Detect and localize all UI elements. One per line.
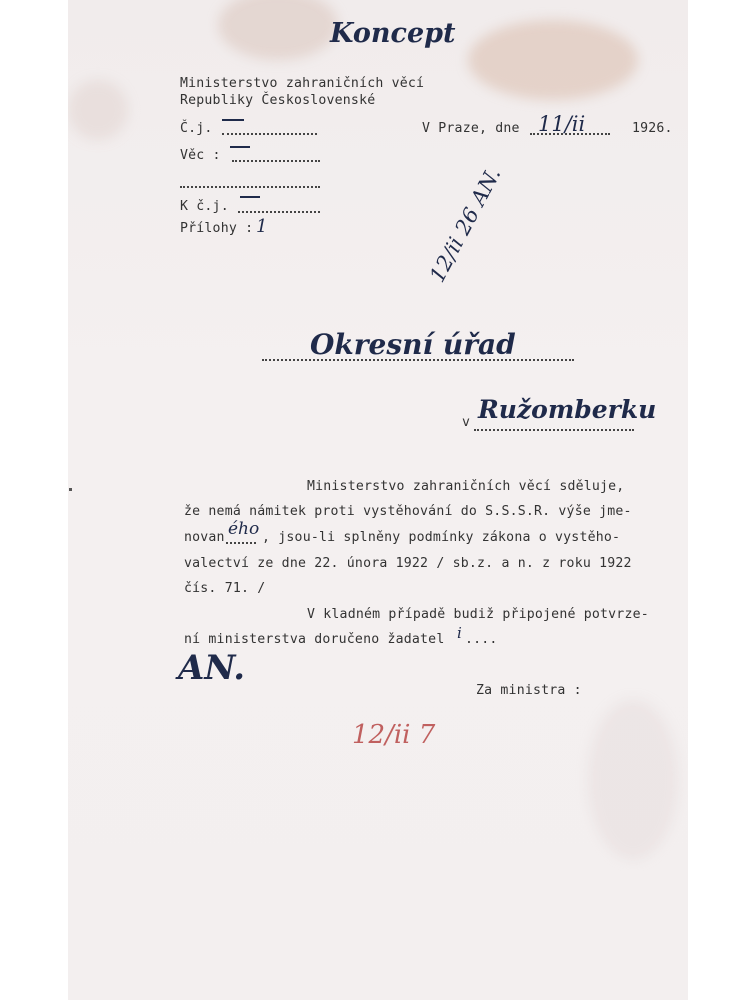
stain xyxy=(468,20,638,100)
prilohy-label: Přílohy : xyxy=(180,221,254,236)
handwritten-date-note: 12/ii 26 AN. xyxy=(425,163,506,287)
closing-za-ministra: Za ministra : xyxy=(476,683,582,698)
kcj-dash xyxy=(240,196,260,198)
addressee-town-dots xyxy=(474,429,634,431)
vec-dots xyxy=(232,160,320,162)
body-p1-line4: valectví ze dne 22. února 1922 / sb.z. a n. z roku 1922 xyxy=(184,556,632,571)
ministry-line-2: Republiky Československé xyxy=(180,93,376,108)
document-page xyxy=(68,0,688,1000)
body-p1-line3a: novan xyxy=(184,530,225,545)
kcj-label: K č.j. xyxy=(180,199,229,214)
vec-label: Věc : xyxy=(180,148,221,163)
place-date-prefix: V Praze, dne xyxy=(422,121,520,136)
addressee-town: Ružomberku xyxy=(478,395,657,424)
kcj-dots xyxy=(238,211,320,213)
body-p1-line3-hand: ého xyxy=(228,519,260,539)
ministry-line-1: Ministerstvo zahraničních věcí xyxy=(180,76,425,91)
extra-dots xyxy=(180,186,320,188)
punch-mark xyxy=(69,488,72,491)
body-fill-dots xyxy=(226,542,256,544)
addressee-prefix: v xyxy=(462,415,471,430)
stain xyxy=(588,700,678,860)
cj-label: Č.j. xyxy=(180,121,213,136)
date-year: 1926. xyxy=(632,121,673,136)
stain xyxy=(218,0,338,60)
body-p2-line1: V kladném případě budiž připojené potvrze- xyxy=(307,607,649,622)
cj-dash xyxy=(222,119,244,121)
body-p2-line2-hand: i xyxy=(457,624,462,642)
prilohy-value: 1 xyxy=(256,216,268,237)
body-p1-line3b: , jsou-li splněny podmínky zákona o vystěho- xyxy=(262,530,621,545)
red-pencil-note: 12/ii 7 xyxy=(352,720,436,750)
body-p1-line2: že nemá námitek proti vystěhování do S.S.S.R. výše jme- xyxy=(184,504,632,519)
handwritten-initials: AN. xyxy=(178,648,246,688)
body-p1-line1: Ministerstvo zahraničních věcí sděluje, xyxy=(307,479,625,494)
stain xyxy=(68,80,128,140)
body-p1-line5: čís. 71. / xyxy=(184,581,266,596)
addressee-office-dots xyxy=(262,359,574,361)
body-p2-line2b: .... xyxy=(465,632,498,647)
vec-dash xyxy=(230,146,250,148)
date-handwritten: 11/ii xyxy=(538,112,586,136)
addressee-office: Okresní úřad xyxy=(310,328,516,361)
koncept-title: Koncept xyxy=(330,18,456,49)
cj-dots xyxy=(222,133,317,135)
body-p2-line2a: ní ministerstva doručeno žadatel xyxy=(184,632,445,647)
